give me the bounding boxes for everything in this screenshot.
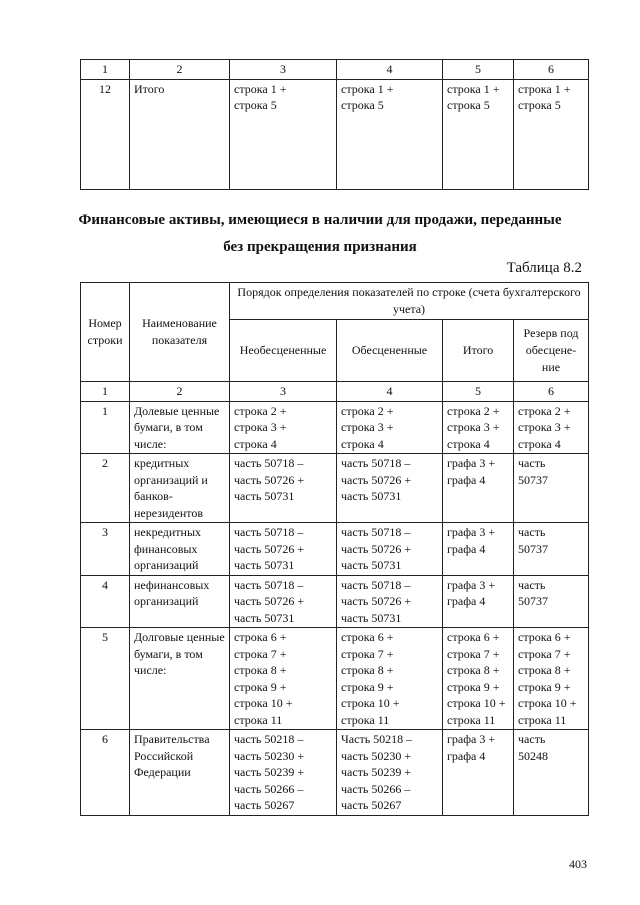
- col-number: 3: [230, 382, 337, 402]
- col-number: 2: [130, 382, 230, 402]
- cell-col5: графа 3 + графа 4: [443, 523, 514, 576]
- col-number: 3: [230, 60, 337, 80]
- cell-col4: часть 50718 – часть 50726 + часть 50731: [337, 454, 443, 523]
- row-number: 2: [81, 454, 130, 523]
- table-label: Таблица 8.2: [506, 260, 582, 276]
- header-group: Порядок определения показателей по строке (счета бухгалтерского учета): [230, 283, 589, 320]
- cell-col3: строка 2 + строка 3 + строка 4: [230, 401, 337, 454]
- cell-col5: строка 1 + строка 5: [443, 79, 514, 189]
- indicator-name: Долговые ценные бумаги, в том числе:: [130, 628, 230, 730]
- cell-col3: часть 50218 – часть 50230 + часть 50239 + часть 50266 – часть 50267: [230, 730, 337, 816]
- main-table: [80, 282, 589, 816]
- section-heading-line1: Финансовые активы, имеющиеся в наличии для продажи, переданные: [78, 212, 562, 228]
- cell-col6: часть 50737: [514, 454, 589, 523]
- col-number: 6: [514, 60, 589, 80]
- col-number: 5: [443, 60, 514, 80]
- cell-col4: часть 50718 – часть 50726 + часть 50731: [337, 575, 443, 628]
- row-number: 4: [81, 575, 130, 628]
- col-number: 4: [337, 382, 443, 402]
- table-row: [81, 730, 589, 816]
- row-number: 1: [81, 401, 130, 454]
- cell-col4: Часть 50218 – часть 50230 + часть 50239 + часть 50266 – часть 50267: [337, 730, 443, 816]
- cell-col5: графа 3 + графа 4: [443, 575, 514, 628]
- header-indicator-name: Наименование показателя: [130, 283, 230, 382]
- header-reserve: Резерв под обесцене-ние: [514, 320, 589, 382]
- header-total: Итого: [443, 320, 514, 382]
- header-unimpaired: Необесцененные: [230, 320, 337, 382]
- indicator-name: Итого: [130, 79, 230, 189]
- cell-col5: строка 2 + строка 3 + строка 4: [443, 401, 514, 454]
- table-row: [81, 575, 589, 628]
- table-row: [81, 628, 589, 730]
- cell-col4: строка 6 + строка 7 + строка 8 + строка 9 + строка 10 + строка 11: [337, 628, 443, 730]
- cell-col4: строка 2 + строка 3 + строка 4: [337, 401, 443, 454]
- indicator-name: Правительства Российской Федерации: [130, 730, 230, 816]
- column-number-row: [81, 382, 589, 402]
- col-number: 6: [514, 382, 589, 402]
- indicator-name: кредитных организаций и банков-нерезидентов: [130, 454, 230, 523]
- cell-col6: часть 50248: [514, 730, 589, 816]
- cell-col5: графа 3 + графа 4: [443, 454, 514, 523]
- indicator-name: Долевые ценные бумаги, в том числе:: [130, 401, 230, 454]
- cell-col6: строка 6 + строка 7 + строка 8 + строка 9 + строка 10 + строка 11: [514, 628, 589, 730]
- page-number: 403: [569, 857, 587, 871]
- table-row: [81, 79, 589, 189]
- cell-col3: часть 50718 – часть 50726 + часть 50731: [230, 523, 337, 576]
- cell-col6: строка 2 + строка 3 + строка 4: [514, 401, 589, 454]
- row-number: 12: [81, 79, 130, 189]
- col-number: 5: [443, 382, 514, 402]
- cell-col3: часть 50718 – часть 50726 + часть 50731: [230, 454, 337, 523]
- header-row: [81, 283, 589, 320]
- cell-col6: часть 50737: [514, 523, 589, 576]
- cell-col3: часть 50718 – часть 50726 + часть 50731: [230, 575, 337, 628]
- row-number: 3: [81, 523, 130, 576]
- continuation-table: [80, 59, 589, 190]
- col-number: 2: [130, 60, 230, 80]
- column-number-row: [81, 60, 589, 80]
- cell-col6: часть 50737: [514, 575, 589, 628]
- table-row: [81, 401, 589, 454]
- section-heading-line2: без прекращения признания: [223, 239, 417, 255]
- header-row-number: Номер строки: [81, 283, 130, 382]
- row-number: 5: [81, 628, 130, 730]
- cell-col6: строка 1 + строка 5: [514, 79, 589, 189]
- table-row: [81, 454, 589, 523]
- cell-col3: строка 6 + строка 7 + строка 8 + строка 9 + строка 10 + строка 11: [230, 628, 337, 730]
- cell-col3: строка 1 + строка 5: [230, 79, 337, 189]
- cell-col5: графа 3 + графа 4: [443, 730, 514, 816]
- header-impaired: Обесцененные: [337, 320, 443, 382]
- col-number: 1: [81, 60, 130, 80]
- col-number: 1: [81, 382, 130, 402]
- table-row: [81, 523, 589, 576]
- cell-col4: часть 50718 – часть 50726 + часть 50731: [337, 523, 443, 576]
- col-number: 4: [337, 60, 443, 80]
- indicator-name: некредитных финансовых организаций: [130, 523, 230, 576]
- indicator-name: нефинансовых организаций: [130, 575, 230, 628]
- cell-col5: строка 6 + строка 7 + строка 8 + строка 9 + строка 10 + строка 11: [443, 628, 514, 730]
- row-number: 6: [81, 730, 130, 816]
- cell-col4: строка 1 + строка 5: [337, 79, 443, 189]
